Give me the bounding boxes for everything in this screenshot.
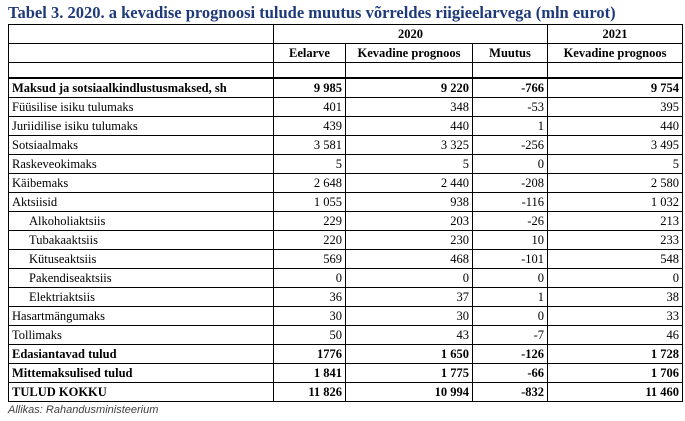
cell-muutus: -116 — [473, 193, 548, 212]
table-row — [9, 117, 683, 136]
cell-prognoos-2020: 2 440 — [346, 174, 473, 193]
cell-muutus: -208 — [473, 174, 548, 193]
cell-muutus: 0 — [473, 155, 548, 174]
cell-prognoos-2021: 213 — [548, 212, 683, 231]
row-label: Aktsiisid — [9, 193, 274, 212]
cell-eelarve: 569 — [274, 250, 346, 269]
cell-eelarve: 2 648 — [274, 174, 346, 193]
cell-prognoos-2020: 230 — [346, 231, 473, 250]
cell-muutus: -832 — [473, 383, 548, 402]
header-prognoos-2020: Kevadine prognoos — [346, 44, 473, 63]
cell-muutus: 0 — [473, 307, 548, 326]
row-label: Kütuseaktsiis — [9, 250, 274, 269]
header-row-columns — [9, 44, 683, 63]
cell-eelarve: 30 — [274, 307, 346, 326]
cell-prognoos-2020: 3 325 — [346, 136, 473, 155]
cell-prognoos-2020: 5 — [346, 155, 473, 174]
cell-prognoos-2021: 233 — [548, 231, 683, 250]
cell-eelarve: 0 — [274, 269, 346, 288]
cell-muutus: -256 — [473, 136, 548, 155]
header-empty-cell-2 — [9, 44, 274, 63]
table-row — [9, 174, 683, 193]
cell-prognoos-2021: 548 — [548, 250, 683, 269]
cell-prognoos-2021: 1 032 — [548, 193, 683, 212]
table-row — [9, 364, 683, 383]
cell-prognoos-2020: 440 — [346, 117, 473, 136]
cell-eelarve: 229 — [274, 212, 346, 231]
cell-eelarve: 9 985 — [274, 78, 346, 98]
cell-muutus: -101 — [473, 250, 548, 269]
cell-prognoos-2020: 30 — [346, 307, 473, 326]
header-prognoos-2021: Kevadine prognoos — [548, 44, 683, 63]
cell-prognoos-2021: 11 460 — [548, 383, 683, 402]
header-eelarve: Eelarve — [274, 44, 346, 63]
row-label: Käibemaks — [9, 174, 274, 193]
cell-muutus: -53 — [473, 98, 548, 117]
cell-prognoos-2021: 3 495 — [548, 136, 683, 155]
row-label: Pakendiseaktsiis — [9, 269, 274, 288]
cell-prognoos-2020: 938 — [346, 193, 473, 212]
cell-prognoos-2021: 2 580 — [548, 174, 683, 193]
table-row — [9, 155, 683, 174]
cell-prognoos-2021: 38 — [548, 288, 683, 307]
row-label: Elektriaktsiis — [9, 288, 274, 307]
cell-prognoos-2020: 1 650 — [346, 345, 473, 364]
cell-eelarve: 36 — [274, 288, 346, 307]
row-label: Mittemaksulised tulud — [9, 364, 274, 383]
cell-eelarve: 401 — [274, 98, 346, 117]
cell-prognoos-2020: 348 — [346, 98, 473, 117]
row-label: Raskeveokimaks — [9, 155, 274, 174]
cell-prognoos-2021: 9 754 — [548, 78, 683, 98]
table-title: Tabel 3. 2020. a kevadise prognoosi tulude muutus võrreldes riigieelarvega (mln eurot) — [8, 3, 616, 22]
row-label: Edasiantavad tulud — [9, 345, 274, 364]
row-label: Tollimaks — [9, 326, 274, 345]
source-note: Allikas: Rahandusministeerium — [8, 404, 159, 416]
table-row — [9, 78, 683, 98]
header-muutus: Muutus — [473, 44, 548, 63]
table-row — [9, 193, 683, 212]
revenue-table — [8, 24, 683, 402]
table-row — [9, 307, 683, 326]
table-row — [9, 136, 683, 155]
cell-muutus: -26 — [473, 212, 548, 231]
cell-prognoos-2020: 10 994 — [346, 383, 473, 402]
table-row — [9, 345, 683, 364]
header-spacer-row — [9, 63, 683, 79]
table-body — [9, 78, 683, 402]
row-label: Sotsiaalmaks — [9, 136, 274, 155]
cell-prognoos-2021: 46 — [548, 326, 683, 345]
cell-eelarve: 50 — [274, 326, 346, 345]
cell-prognoos-2021: 33 — [548, 307, 683, 326]
cell-muutus: 0 — [473, 269, 548, 288]
cell-eelarve: 1 841 — [274, 364, 346, 383]
cell-muutus: -126 — [473, 345, 548, 364]
table-row — [9, 212, 683, 231]
cell-prognoos-2020: 1 775 — [346, 364, 473, 383]
cell-prognoos-2020: 43 — [346, 326, 473, 345]
header-empty-cell — [9, 25, 274, 44]
cell-prognoos-2021: 395 — [548, 98, 683, 117]
cell-muutus: 1 — [473, 288, 548, 307]
header-year-2021: 2021 — [548, 25, 683, 44]
table-row — [9, 231, 683, 250]
cell-eelarve: 439 — [274, 117, 346, 136]
cell-muutus: 1 — [473, 117, 548, 136]
header-row-years — [9, 25, 683, 44]
cell-prognoos-2020: 9 220 — [346, 78, 473, 98]
cell-prognoos-2020: 0 — [346, 269, 473, 288]
row-label: TULUD KOKKU — [9, 383, 274, 402]
row-label: Füüsilise isiku tulumaks — [9, 98, 274, 117]
cell-prognoos-2020: 203 — [346, 212, 473, 231]
table-row — [9, 250, 683, 269]
cell-muutus: -7 — [473, 326, 548, 345]
cell-eelarve: 1776 — [274, 345, 346, 364]
cell-muutus: 10 — [473, 231, 548, 250]
cell-eelarve: 1 055 — [274, 193, 346, 212]
row-label: Tubakaaktsiis — [9, 231, 274, 250]
cell-prognoos-2020: 468 — [346, 250, 473, 269]
row-label: Juriidilise isiku tulumaks — [9, 117, 274, 136]
cell-eelarve: 5 — [274, 155, 346, 174]
table-row — [9, 98, 683, 117]
cell-prognoos-2020: 37 — [346, 288, 473, 307]
cell-prognoos-2021: 5 — [548, 155, 683, 174]
cell-muutus: -766 — [473, 78, 548, 98]
cell-prognoos-2021: 440 — [548, 117, 683, 136]
cell-prognoos-2021: 1 728 — [548, 345, 683, 364]
cell-prognoos-2021: 1 706 — [548, 364, 683, 383]
table-row — [9, 326, 683, 345]
row-label: Alkoholiaktsiis — [9, 212, 274, 231]
row-label: Maksud ja sotsiaalkindlustusmaksed, sh — [9, 78, 274, 98]
cell-eelarve: 220 — [274, 231, 346, 250]
cell-eelarve: 11 826 — [274, 383, 346, 402]
table-row — [9, 383, 683, 402]
row-label: Hasartmängumaks — [9, 307, 274, 326]
cell-prognoos-2021: 0 — [548, 269, 683, 288]
cell-muutus: -66 — [473, 364, 548, 383]
table-row — [9, 288, 683, 307]
cell-eelarve: 3 581 — [274, 136, 346, 155]
header-year-2020: 2020 — [274, 25, 548, 44]
table-row — [9, 269, 683, 288]
